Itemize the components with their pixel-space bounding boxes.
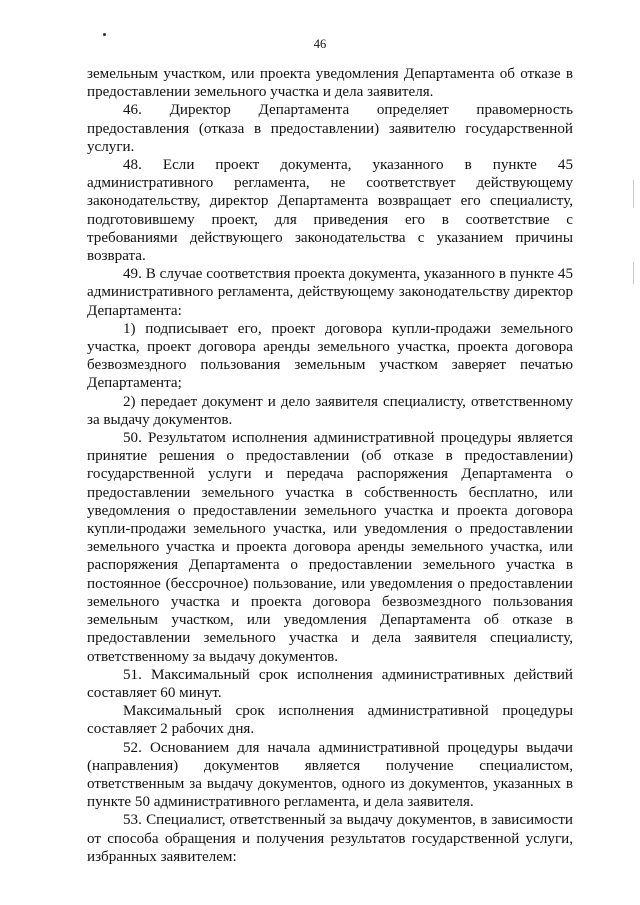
page-number: 46 xyxy=(313,37,327,51)
paragraph-53: 53. Специалист, ответственный за выдачу документов, в зависимости от способа обращения и получения результатов государственной услуги, избранных заявителем: xyxy=(87,812,573,865)
paragraph-50: 50. Результатом исполнения административной процедуры является принятие решения о предоставлении (об отказе в предоставлении) государственной услуги и передача распоряжения Департамента о предоставлении земельного участка в собственность бесплатно, или уведомления о предоставлении земельного участка и проекта договора купли-продажи земельного участка, или уведомления о предоставлении земельного участка и проекта договора аренды земельного участка, или распоряжения Департамента о предоставлении земельного участка в постоянное (бессрочное) пользование, или уведомления о предоставлении земельного участка и проекта договора безвозмездного пользования земельным участком, или уведомления Департамента об отказе в предоставлении земельного участка и дела заявителя специалисту, ответственному за выдачу документов. xyxy=(87,430,573,665)
paragraph-49-item-1: 1) подписывает его, проект договора купли-продажи земельного участка, проект договора аренды земельного участка, проекта договора безвозмездного пользования земельным участком заверяет печатью Департамента; xyxy=(87,320,573,392)
paragraph-51-term: Максимальный срок исполнения административной процедуры составляет 2 рабочих дня. xyxy=(87,703,573,738)
document-body xyxy=(87,65,573,866)
scan-edge-mark xyxy=(633,262,634,284)
scan-edge-mark xyxy=(633,180,634,208)
paragraph-continuation: земельным участком, или проекта уведомления Департамента об отказе в предоставлении земельного участка и дела заявителя. xyxy=(87,66,573,101)
paragraph-49: 49. В случае соответствия проекта документа, указанного в пункте 45 административного регламента, действующему законодательству директор Департамента: xyxy=(87,266,573,319)
paragraph-52: 52. Основанием для начала административной процедуры выдачи (направления) документов является получение специалистом, ответственным за выдачу документов, одного из документов, указанных в пункте 50 административного регламента, и дела заявителя. xyxy=(87,739,573,811)
paragraph-46: 46. Директор Департамента определяет правомерность предоставления (отказа в предоставлении) заявителю государственной услуги. xyxy=(87,102,573,155)
scan-speck xyxy=(103,33,106,36)
paragraph-49-item-2: 2) передает документ и дело заявителя специалисту, ответственному за выдачу документов. xyxy=(87,393,573,428)
paragraph-48: 48. Если проект документа, указанного в пункте 45 административного регламента, не соответствует действующему законодательству, директор Департамента возвращает его специалисту, подготовившему проект, для приведения его в соответствие с требованиями действующего законодательства с указанием причины возврата. xyxy=(87,157,573,265)
paragraph-51: 51. Максимальный срок исполнения административных действий составляет 60 минут. xyxy=(87,666,573,701)
